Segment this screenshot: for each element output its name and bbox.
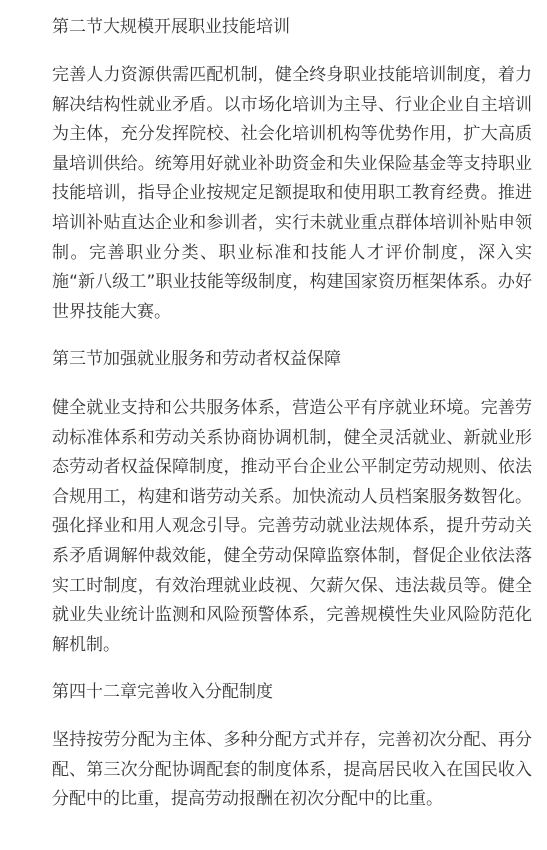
chapter-paragraph: 坚持按劳分配为主体、多种分配方式并存，完善初次分配、再分配、第三次分配协调配套的制度体系，提高居民收入在国民收入分配中的比重，提高劳动报酬在初次分配中的比重。 (52, 730, 532, 810)
section-heading: 第三节加强就业服务和劳动者权益保障 (52, 349, 341, 369)
section-paragraph: 健全就业支持和公共服务体系，营造公平有序就业环境。完善劳动标准体系和劳动关系协商协调机制，健全灵活就业、新就业形态劳动者权益保障制度，推动平台企业公平制定劳动规则、依法合规用工，构建和谐劳动关系。加快流动人员档案服务数智化。强化择业和用人观念引导。完善劳动就业法规体系，提升劳动关系矛盾调解仲裁效能，健全劳动保障监察体制，督促企业依法落实工时制度，有效治理就业歧视、欠薪欠保、违法裁员等。健全就业失业统计监测和风险预警体系，完善规模性失业风险防范化解机制。 (52, 398, 532, 655)
chapter-heading: 第四十二章完善收入分配制度 (52, 682, 273, 702)
section-heading: 第二节大规模开展职业技能培训 (52, 17, 290, 37)
section-paragraph: 完善人力资源供需匹配机制，健全终身职业技能培训制度，着力解决结构性就业矛盾。以市场化培训为主导、行业企业自主培训为主体，充分发挥院校、社会化培训机构等优势作用，扩大高质量培训供给。统筹用好就业补助资金和失业保险基金等支持职业技能培训，指导企业按规定足额提取和使用职工教育经费。推进培训补贴直达企业和参训者，实行未就业重点群体培训补贴申领制。完善职业分类、职业标准和技能人才评价制度，深入实施“新八级工”职业技能等级制度，构建国家资历框架体系。办好世界技能大赛。 (52, 65, 532, 322)
